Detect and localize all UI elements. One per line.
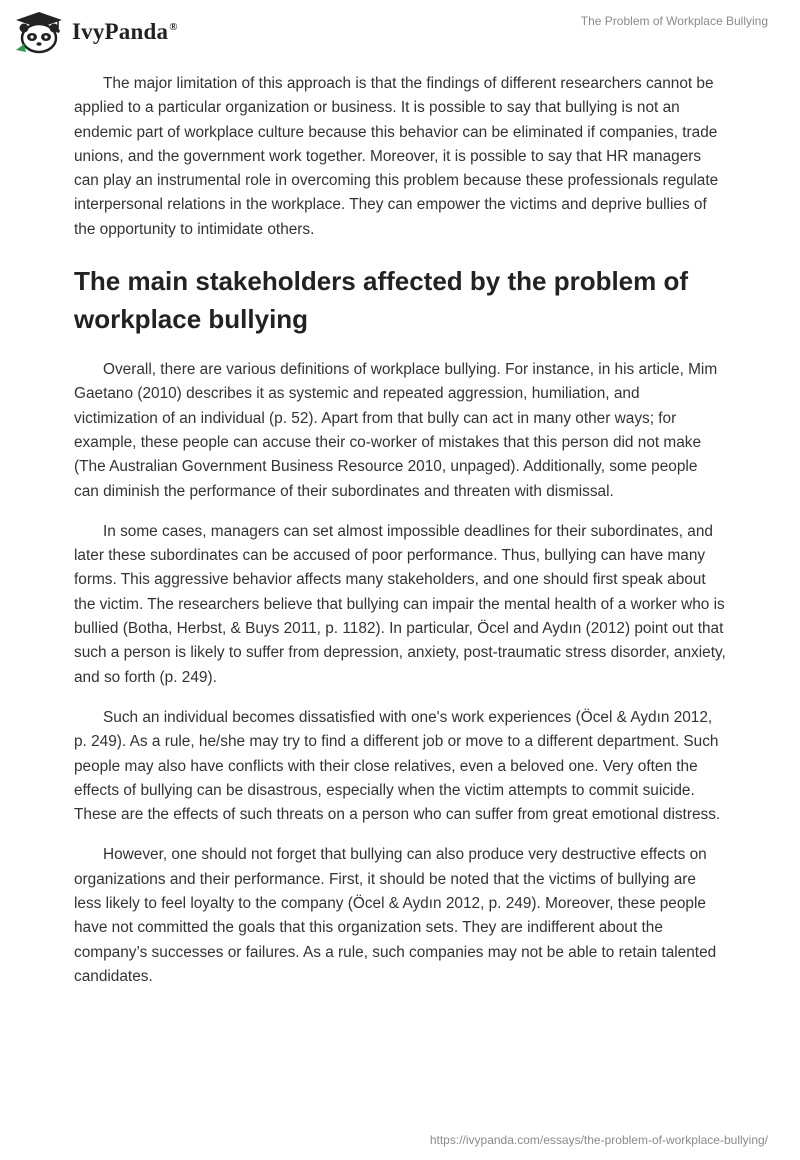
source-url[interactable]: https://ivypanda.com/essays/the-problem-of-workplace-bullying/: [429, 1133, 768, 1147]
intro-paragraph: The major limitation of this approach is that the findings of different researchers cannot be applied to a particular organization or business. It is possible to say that bullying is not an endemic part of workplace culture because this behavior can be eliminated if companies, trade unions, and the government work together. Moreover, it is possible to say that HR managers can play an instrumental role in overcoming this problem because these professionals regulate interpersonal relations in the workplace. They can empower the victims and deprive bullies of the opportunity to intimidate others.: [74, 75, 719, 238]
paragraph-4: However, one should not forget that bullying can also produce very destructive effects on organizations and their performance. First, it should be noted that the victims of bullying are less likely to feel loyalty to the company (Öcel & Aydın 2012, p. 249). Moreover, these people have not committed the goals that this organization sets. They are indifferent about the company’s successes or failures. As a rule, such companies may not be able to retain talented candidates.: [74, 846, 717, 985]
paragraph-1: Overall, there are various definitions of workplace bullying. For instance, in his article, Mim Gaetano (2010) describes it as systemic and repeated aggression, humiliation, and victimization of an individual (p. 52). Apart from that bully can act in many other ways; for example, these people can accuse their co-worker of mistakes that this person did not make (The Australian Government Business Resource 2010, unpaged). Additionally, some people can diminish the performance of their subordinates and threaten with dismissal.: [74, 361, 718, 500]
paragraph-2: In some cases, managers can set almost impossible deadlines for their subordinates, and later these subordinates can be accused of poor performance. Thus, bullying can have many forms. This aggressive behavior affects many stakeholders, and one should first speak about the victim. The researchers believe that bullying can impair the mental health of a worker who is bullied (Botha, Herbst, & Buys 2011, p. 1182). In particular, Öcel and Aydın (2012) point out that such a person is likely to suffer from depression, anxiety, post-traumatic stress disorder, anxiety, and so forth (p. 249).: [74, 522, 726, 686]
brand-logo[interactable]: [12, 10, 178, 54]
brand-name: IvyPanda®: [72, 19, 178, 44]
page-header: [0, 0, 800, 60]
section-heading: The main stakeholders affected by the problem of workplace bullying: [74, 266, 689, 335]
paragraph-3: Such an individual becomes dissatisfied with one's work experiences (Öcel & Aydın 2012, p. 249). As a rule, he/she may try to find a different job or move to a different department. Such people may also have conflicts with their close relatives, even a beloved one. Very often the effects of bullying can be disastrous, especially when the victim attempts to commit suicide. These are the effects of such threats on a person who can suffer from great emotional distress.: [74, 708, 721, 824]
article-body: [74, 72, 726, 1005]
panda-logo-icon: [12, 10, 66, 54]
running-title: The Problem of Workplace Bullying: [580, 14, 768, 28]
